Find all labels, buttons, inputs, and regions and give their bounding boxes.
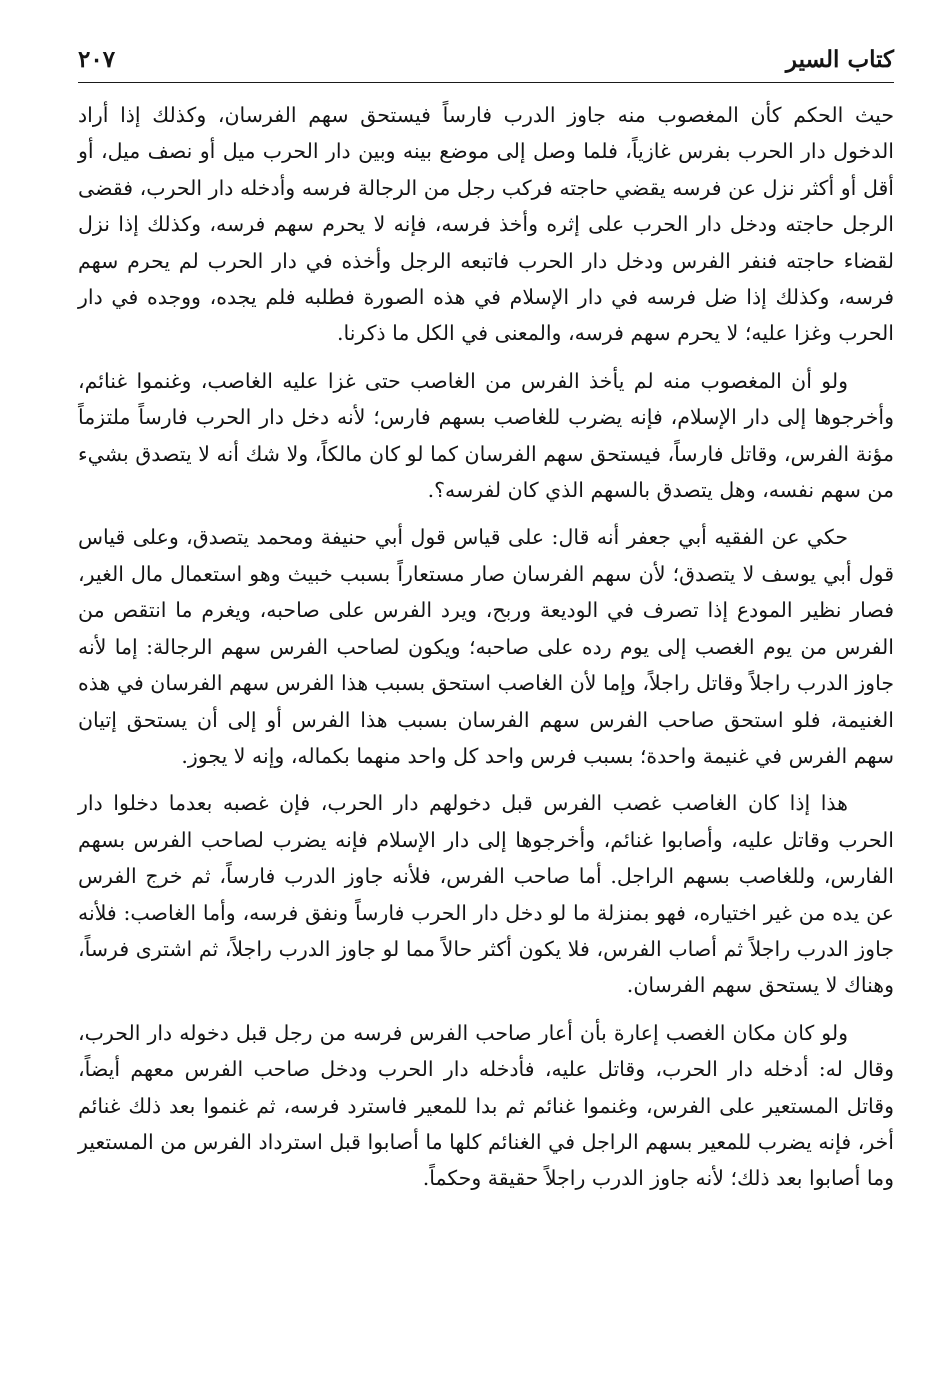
page-number: ٢٠٧ bbox=[78, 46, 116, 73]
book-page bbox=[78, 38, 894, 1338]
paragraph: ولو كان مكان الغصب إعارة بأن أعار صاحب الفرس فرسه من رجل قبل دخوله دار الحرب، وقال له: أدخله دار الحرب، وقاتل عليه، فأدخله دار الحرب ودخل صاحب الفرس معهم أيضاً، وقاتل المستعير على الفرس، وغنموا غنائم ثم بدا للمعير فاسترد فرسه، ثم غنموا بعد ذلك غنائم أخر، فإنه يضرب للمعير بسهم الراجل في الغنائم كلها ما أصابوا قبل استرداد الفرس من المستعير وما أصابوا بعد ذلك؛ لأنه جاوز الدرب راجلاً حقيقة وحكماً. bbox=[78, 1020, 894, 1191]
paragraph: هذا إذا كان الغاصب غصب الفرس قبل دخولهم دار الحرب، فإن غصبه بعدما دخلوا دار الحرب وقاتل عليه، وأصابوا غنائم، وأخرجوها إلى دار الإسلام فإنه يضرب لصاحب الفرس بسهم الفارس، وللغاصب بسهم الراجل. أما صاحب الفرس، فلأنه جاوز الدرب فارساً، ثم خرج الفرس عن يده من غير اختياره، فهو بمنزلة ما لو دخل دار الحرب فارساً ونفق فرسه، وأما الغاصب: فلأنه جاوز الدرب راجلاً ثم أصاب الفرس، فلا يكون أكثر حالاً مما لو جاوز الدرب راجلاً، ثم اشترى فرساً، وهناك لا يستحق سهم الفرسان. bbox=[78, 791, 894, 998]
running-header bbox=[78, 38, 894, 83]
book-title: كتاب السير bbox=[785, 46, 894, 73]
paragraph: ولو أن المغصوب منه لم يأخذ الفرس من الغاصب حتى غزا عليه الغاصب، وغنموا غنائم، وأخرجوها إلى دار الإسلام، فإنه يضرب للغاصب بسهم فارس؛ لأنه دخل دار الحرب فارساً ملتزماً مؤنة الفرس، وقاتل فارساً، فيستحق سهم الفرسان كما لو كان مالكاً، ولا شك أنه لا يتصدق بشيء من سهم نفسه، وهل يتصدق بالسهم الذي كان لفرسه؟. bbox=[78, 368, 894, 503]
paragraph: حيث الحكم كأن المغصوب منه جاوز الدرب فارساً فيستحق سهم الفرسان، وكذلك إذا أراد الدخول دار الحرب بفرس غازياً، فلما وصل إلى موضع بينه وبين دار الحرب ميل أو نصف ميل، أو أقل أو أكثر نزل عن فرسه يقضي حاجته فركب رجل من الرجالة فرسه وأدخله دار الحرب، فقضى الرجل حاجته ودخل دار الحرب على إثره وأخذ فرسه، فإنه لا يحرم سهم فرسه، وكذلك إذا نزل لقضاء حاجته فنفر الفرس ودخل دار الحرب فاتبعه الرجل وأخذه في دار الحرب لم يحرم سهم فرسه، وكذلك إذا ضل فرسه في دار الإسلام في هذه الصورة فطلبه فلم يجده، ووجده في دار الحرب وغزا عليه؛ لا يحرم سهم فرسه، والمعنى في الكل ما ذكرنا. bbox=[78, 103, 894, 346]
paragraph: حكي عن الفقيه أبي جعفر أنه قال: على قياس قول أبي حنيفة ومحمد يتصدق، وعلى قياس قول أبي يوسف لا يتصدق؛ لأن سهم الفرسان صار مستعاراً بسبب خبيث وهو استعمال مال الغير، فصار نظير المودع إذا تصرف في الوديعة وربح، ويرد الفرس على صاحبه، ويغرم ما انتقص من الفرس من يوم الغصب إلى يوم رده على صاحبه؛ ويكون لصاحب الفرس سهم الرجالة: إما لأنه جاوز الدرب راجلاً وقاتل راجلاً، وإما لأن الغاصب استحق بسبب هذا الفرس سهم الفرسان في هذه الغنيمة، فلو استحق صاحب الفرس سهم الفرسان بسبب هذا الفرس أو إلى أن يستحق إتيان سهم الفرس في غنيمة واحدة؛ بسبب فرس واحد كل واحد منهما بكماله، وإنه لا يجوز. bbox=[78, 525, 894, 768]
body-text bbox=[78, 97, 894, 1197]
